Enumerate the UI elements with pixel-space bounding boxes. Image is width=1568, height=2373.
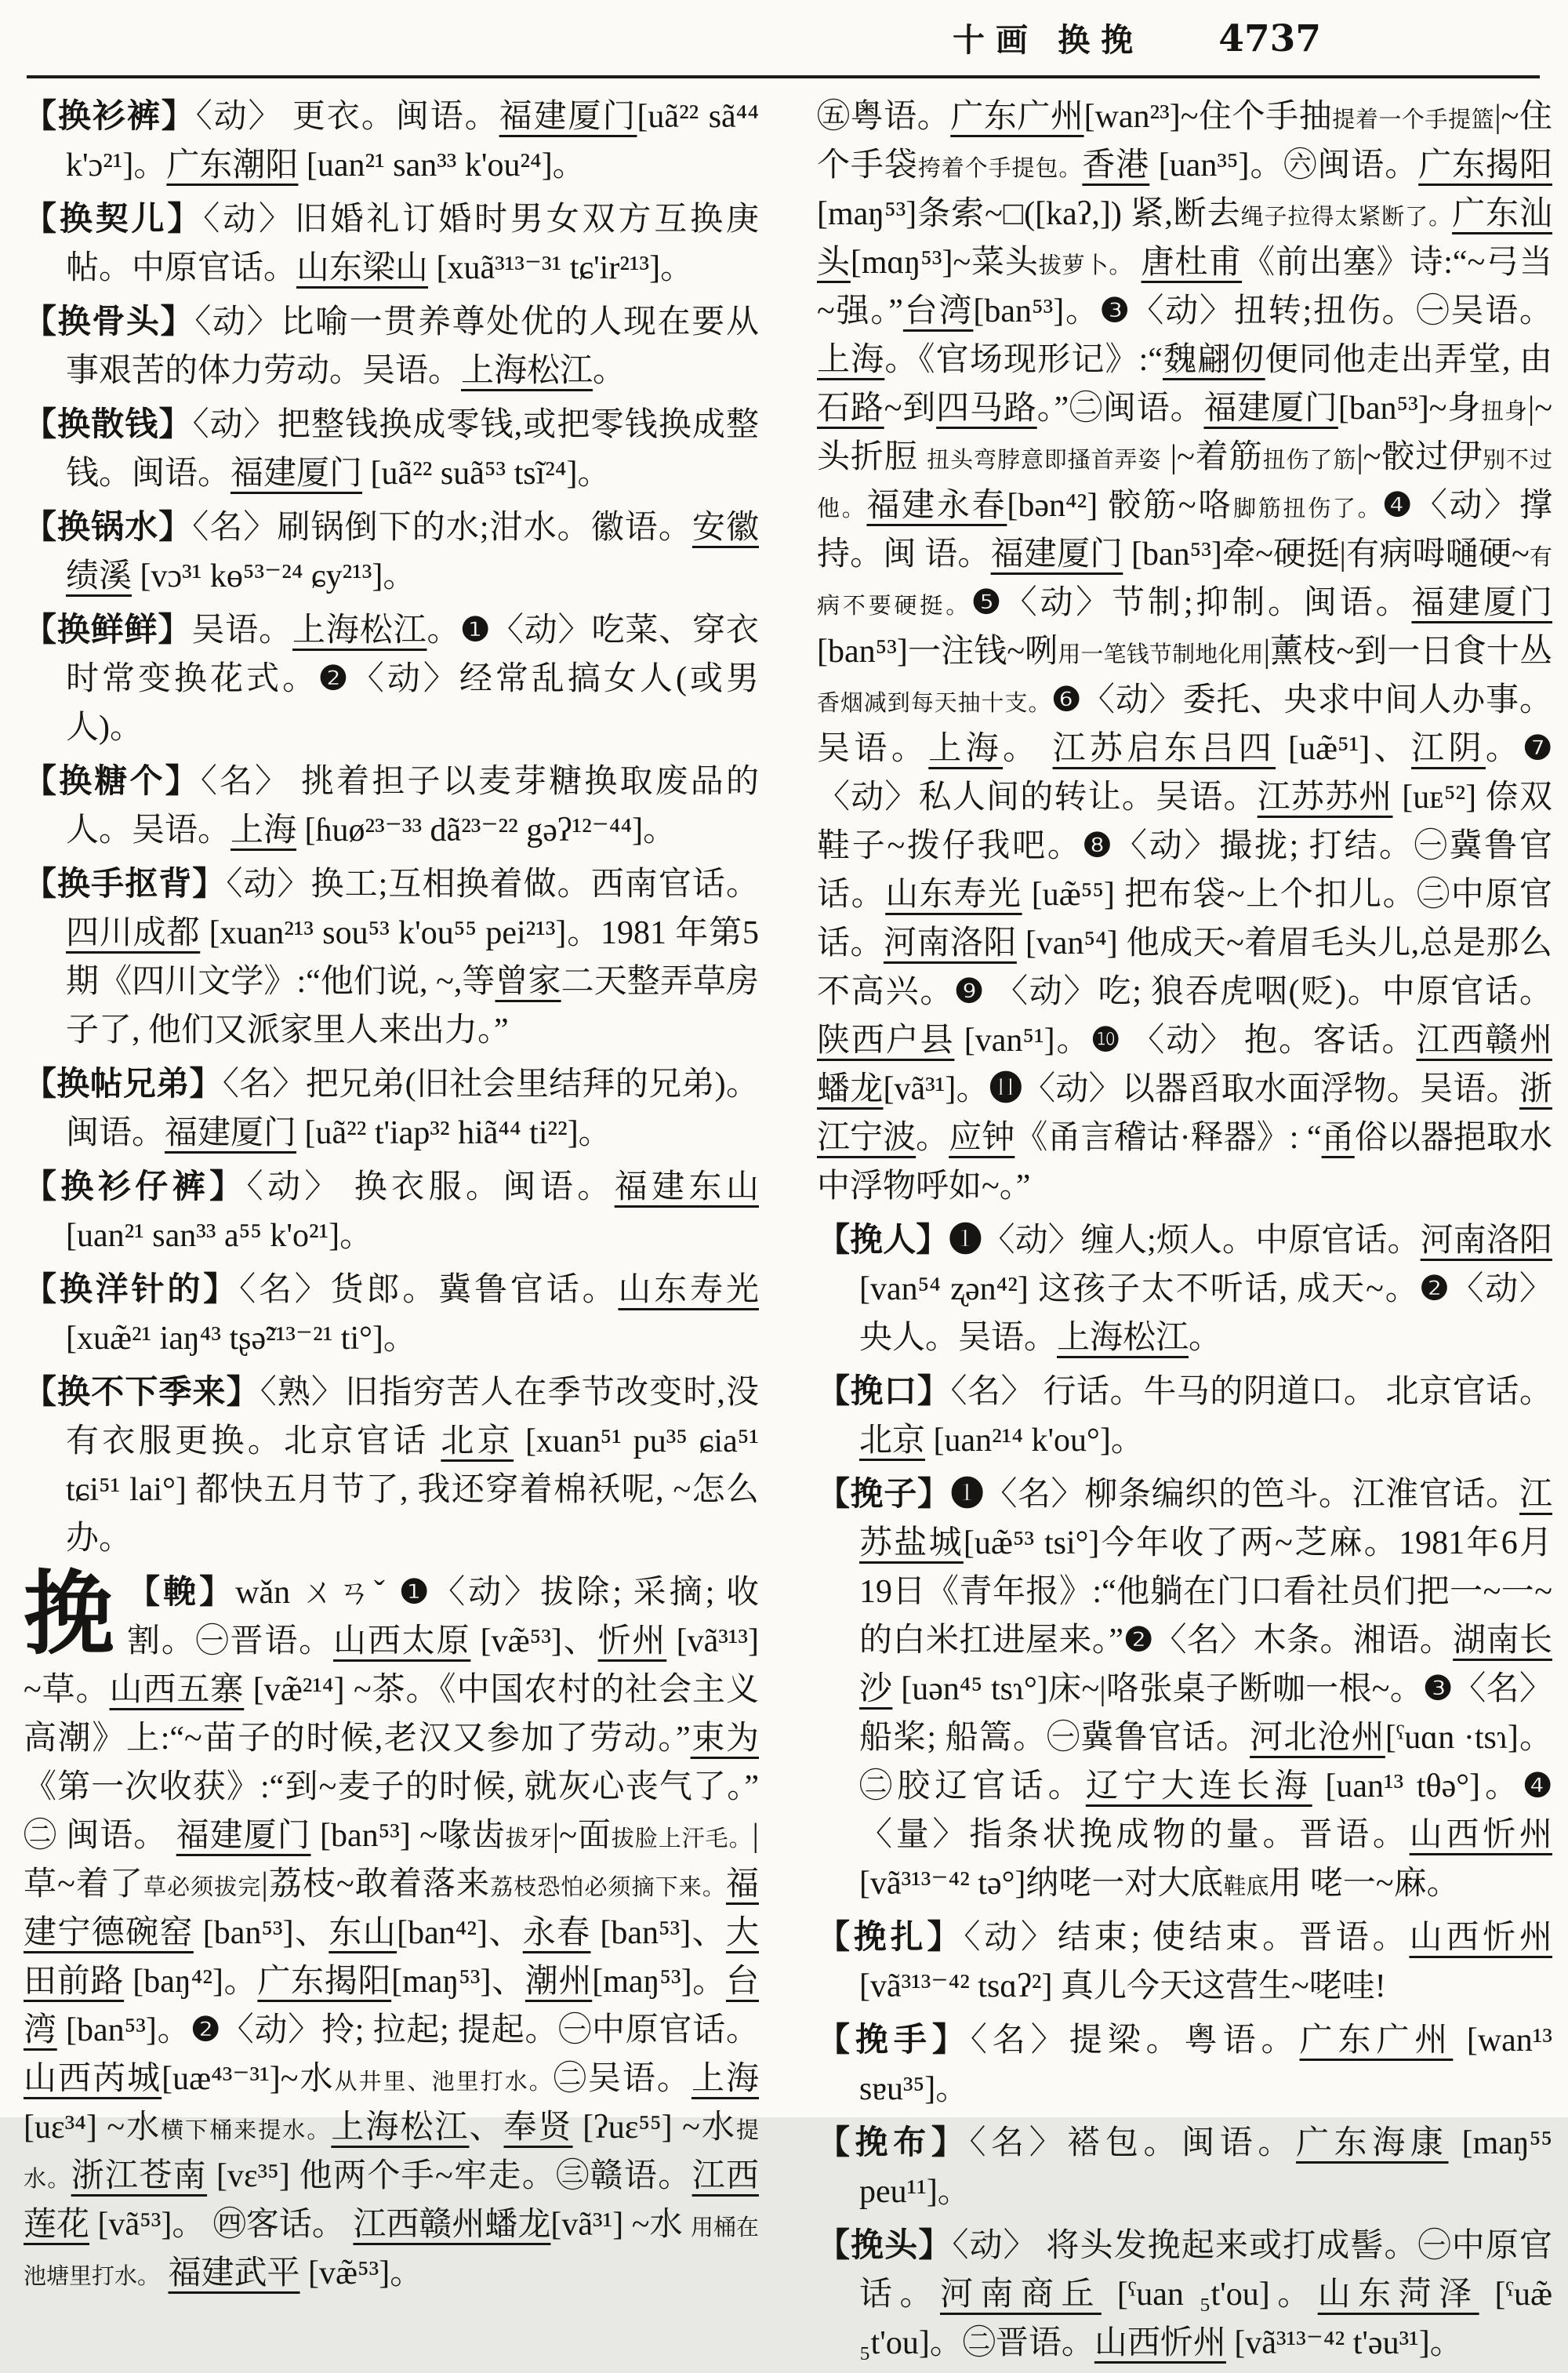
gloss-small: 提水。 (24, 2118, 759, 2192)
place-name: 河南商丘 (939, 2277, 1102, 2313)
place-name: 上海松江 (461, 353, 593, 389)
entry-text: 。”㊁闽语。 (1036, 391, 1204, 427)
dictionary-entry (24, 1266, 759, 1363)
place-name: 广东广州 (1299, 2022, 1454, 2059)
place-name: 广东揭阳 (257, 1964, 392, 2000)
place-name: 福建厦门 (499, 99, 637, 135)
entry-text: 〈名〉货郎。冀鲁官话。 (239, 1272, 619, 1308)
dictionary-entry (817, 93, 1552, 1211)
sense-number: ❾ (954, 974, 985, 1010)
entry-headword: 【换散钱】 (24, 407, 193, 443)
entry-text: 〈动〉比喻一贯养尊处优的人现在要从事艰苦的体力劳动。吴语。 (66, 304, 759, 389)
entry-text: [uan³⁵]。㊅闽语。 (1149, 147, 1419, 184)
place-name: 河北沧州 (1250, 1720, 1385, 1756)
entry-text: 俗以器挹取水中浮物呼如~。” (817, 1120, 1552, 1205)
entry-text: 〈动〉 抱。客话。 (1121, 1023, 1417, 1059)
entry-text: ㊄粤语。 (817, 99, 951, 135)
place-name: 广东广州 (950, 99, 1084, 135)
dictionary-entry (24, 860, 759, 1055)
place-name: 江西莲花 (24, 2158, 759, 2243)
place-name: 奉贤 (503, 2110, 573, 2146)
gloss-small: 拔牙 (505, 1826, 553, 1852)
entry-text: 。 (916, 1120, 949, 1156)
place-name: 广东潮阳 (166, 147, 299, 184)
entry-text: |~着筋 (1161, 439, 1263, 475)
entry-text: [van⁵⁴] 他成天~着眉毛头儿,总是那么不高兴。 (817, 925, 1552, 1010)
entry-text: 〈名〉木条。湘语。 (1153, 1623, 1454, 1659)
place-name: 忻州 (597, 1623, 667, 1659)
entry-text: [uæ̃⁵³ tsi°]今年收了两~芝麻。1981年6月19日《青年报》:“他躺在门口看社员们把一~一~的白米扛进屋来。” (859, 1525, 1552, 1659)
place-name: 山西忻州 (1409, 1817, 1552, 1853)
entry-text: ~到 (884, 391, 937, 427)
place-name: 福建厦门 (990, 536, 1123, 572)
sense-number: ❻ (1051, 682, 1082, 718)
section-title: 十画 换挽 (953, 22, 1145, 58)
place-name: 福建厦门 (1203, 391, 1338, 427)
place-name: 安徽绩溪 (66, 510, 759, 594)
dictionary-entry (817, 1368, 1552, 1465)
place-name: 广东海康 (1296, 2125, 1449, 2161)
place-name: 上海 (230, 812, 297, 849)
entry-text: 《前出塞》诗:“~弓当~强。” (817, 245, 1552, 329)
entry-text: [uã²² sã⁴⁴ k'ɔ²¹]。 (66, 99, 759, 184)
entry-text: 〈动〉央人。吴语。 (859, 1271, 1552, 1356)
entry-text: [uan¹³ tθə°]。 (1312, 1768, 1523, 1804)
entry-headword: 【换糖个】 (24, 764, 201, 800)
place-name: 福建宁德碗窑 (24, 1866, 759, 1951)
sense-number: ❸ (1423, 1671, 1454, 1707)
place-name: 甬 (1321, 1120, 1355, 1156)
entry-text: [vã³¹] ~水 (550, 2207, 691, 2243)
gloss-small: 扭伤了筋 (1262, 448, 1357, 473)
entry-text (1132, 245, 1141, 281)
entry-text: 〈动〉 更衣。闽语。 (195, 99, 499, 135)
gloss-small: 拔萝卜。 (1038, 253, 1133, 278)
place-name: 辽宁大连长海 (1085, 1768, 1312, 1804)
entry-text: [ban⁵³]、 (590, 1915, 726, 1951)
gloss-small: 从井里、池里打水。 (334, 2070, 554, 2095)
entry-text: |薰枝~到一日食十丛 (1263, 634, 1552, 670)
entry-text: [vã³¹]。 (883, 1071, 989, 1107)
sense-number: ❹ (1523, 1768, 1552, 1804)
entry-text: [uæ̃⁵⁵] 把布袋~上个扣儿。㊁中原官话。 (817, 877, 1552, 961)
entry-text: [uã²² suã⁵³ tsĩ²⁴]。 (362, 456, 611, 492)
gloss-small: 有病不要硬挺。 (817, 545, 1552, 619)
gloss-small: 横下桶来提水。 (161, 2118, 332, 2143)
place-name: 广东揭阳 (1418, 147, 1552, 184)
place-name: 江西赣州蟠龙 (353, 2207, 551, 2243)
place-name: 北京 (441, 1423, 514, 1459)
sense-number: ❷ (191, 2012, 221, 2048)
dictionary-entry (817, 2222, 1552, 2368)
place-name: 山西忻州 (1094, 2325, 1226, 2361)
entry-text: 〈名〉提梁。粤语。 (970, 2022, 1300, 2059)
place-name: 河南洛阳 (1420, 1223, 1552, 1259)
entry-headword: 【换洋针的】 (24, 1272, 240, 1308)
entry-text: [xuan⁵¹ pu³⁵ ɕia⁵¹ tɕi⁵¹ lai°] 都快五月节了, 我还穿着棉袄呢, ~怎么办。 (66, 1423, 759, 1557)
entry-text: 《甬言稽诂·释器》: “ (1014, 1120, 1322, 1156)
entry-text: 。 (426, 612, 461, 649)
entry-text: |~骹过伊 (1356, 439, 1483, 475)
sense-number: ❸ (1099, 293, 1131, 329)
entry-text: [vã³¹³⁻⁴² tsɑʔ²] 真儿今天这营生~咾哇! (859, 1968, 1386, 2004)
entry-text: [mɑŋ⁵³]~菜头 (850, 245, 1039, 281)
entry-text: [ban⁵³]牵~硬挺|有病呣嗵硬~ (1123, 536, 1530, 572)
entry-text: 〈名〉船桨; 船篙。㊀冀鲁官话。 (859, 1671, 1552, 1756)
place-name: 江苏启东吕四 (1052, 731, 1276, 767)
entry-text: [maŋ⁵⁵ peu¹¹]。 (859, 2125, 1552, 2210)
sense-number: ❷ (1123, 1623, 1154, 1659)
entry-headword: 【换骨头】 (24, 304, 195, 340)
entry-text: [xuan²¹³ sou⁵³ k'ou⁵⁵ pei²¹³]。1981 年第5期《四川文学》:“他们说, ~,等 (66, 915, 759, 1000)
place-name: 北京 (859, 1423, 926, 1459)
entry-text (160, 2255, 169, 2291)
place-name: 山东菏泽 (1317, 2277, 1479, 2313)
dictionary-entry (24, 93, 759, 190)
dictionary-entry (24, 401, 759, 498)
entry-text: 〈量〉指条状挽成物的量。晋语。 (859, 1817, 1410, 1853)
place-name: 福建厦门 (230, 456, 363, 492)
entry-text: [van⁵¹]。 (954, 1023, 1091, 1059)
entry-text: ㊁吴语。 (553, 2061, 691, 2097)
entry-text: [vɔ³¹ kɵ⁵³⁻²⁴ ɕy²¹³]。 (132, 558, 416, 594)
entry-text: 〈动〉扭转;扭伤。㊀吴语。 (1131, 293, 1552, 329)
entry-text: 〈动〉以器舀取水面浮物。吴语。 (1022, 1071, 1519, 1107)
entry-headword: 【换契儿】 (24, 202, 204, 238)
entry-text: [ban⁴²]、 (397, 1915, 523, 1951)
entry-headword: 【换锅水】 (24, 510, 193, 546)
entry-text: [maŋ⁵³]。 (592, 1964, 726, 2000)
sense-number: ❽ (1082, 828, 1114, 864)
entry-text: [vã³¹³⁻⁴² tə°]纳咾一对大底 (859, 1866, 1224, 1902)
entry-text: |~住个手袋 (817, 99, 1552, 184)
entry-headword: 【换鲜鲜】 (24, 612, 192, 649)
gloss-small: 脚筋扭伤了。 (1233, 496, 1383, 521)
entry-text: 吴语。 (191, 612, 292, 649)
gloss-small: 用一笔钱节制地化用 (1058, 642, 1264, 667)
sense-number: ⓫ (989, 1071, 1023, 1107)
entry-text: [wan²³]~住个手抽 (1083, 99, 1333, 135)
gloss-small: 扭头弯脖意即搔首弄姿 (927, 448, 1162, 473)
entry-text: 〈名〉把兄弟(旧社会里结拜的兄弟)。闽语。 (66, 1067, 759, 1151)
place-name: 山西五寨 (109, 1672, 245, 1708)
place-name: 四马路 (936, 391, 1037, 427)
entry-text: [ban⁵³]。 (973, 293, 1100, 329)
place-name: 唐杜甫 (1141, 245, 1243, 281)
place-name: 浙江苍南 (71, 2158, 208, 2194)
place-name: 山东寿光 (618, 1272, 759, 1308)
entry-text: [væ̃²¹⁴] ~茶。《中国农村的社会主义高潮》上:“~苗子的时候,老汉又参加了劳动。” (24, 1672, 759, 1757)
entry-text: 、 (469, 2110, 504, 2146)
sense-number: ❷ (318, 661, 351, 697)
entry-text: [ɦuø²³⁻³³ dã²³⁻²² gəʔ¹²⁻⁴⁴]。 (296, 812, 677, 849)
gloss-small: 用桶在池塘里打水。 (24, 2215, 759, 2289)
gloss-small: 草必须拔完 (143, 1875, 262, 1900)
entry-text: [uæ⁴³⁻³¹]~水 (162, 2061, 335, 2097)
entry-text: [maŋ⁵³]条索~□([kaʔ,]) 紧,断去 (817, 196, 1241, 232)
entry-text: 。 (1003, 731, 1053, 767)
dictionary-entry (817, 1470, 1552, 1908)
entry-headword: 【换衫仔裤】 (24, 1169, 247, 1205)
entry-headword: 【挽头】 (817, 2228, 953, 2264)
place-name: 湖南长沙 (859, 1623, 1552, 1707)
place-name: 福建东山 (614, 1169, 759, 1205)
place-name: 福建厦门 (176, 1818, 311, 1854)
entry-text: 〈动〉拔除; 采摘; 收割。㊀晋语。 (127, 1575, 759, 1659)
gloss-small: 绳子拉得太紧断了。 (1240, 205, 1453, 230)
entry-text: wǎn ㄨㄢˇ (235, 1575, 400, 1611)
entry-text: 〈名〉褡包。闽语。 (969, 2125, 1297, 2161)
entry-text: [bən⁴²] 骹筋~咯 (1007, 488, 1234, 524)
entry-text: [uan²¹ san³³ k'ou²⁴]。 (298, 147, 586, 184)
sense-number: ❶ (950, 1477, 985, 1513)
entry-text: [uɛ³⁴] ~水 (24, 2110, 162, 2146)
entry-text: 。《官场现形记》:“ (884, 342, 1163, 378)
entry-text: [vɛ³⁵] 他两个手~牢走。㊂赣语。 (207, 2158, 692, 2194)
dictionary-entry (24, 1060, 759, 1157)
entry-text: [ban⁵³]、 (193, 1915, 329, 1951)
page-header (953, 14, 1321, 60)
entry-text: [baŋ⁴²]。 (124, 1964, 258, 2000)
entry-headword: 【挽人】 (817, 1223, 949, 1259)
place-name: 潮州 (524, 1964, 593, 2000)
sense-number: ❶ (399, 1575, 433, 1611)
entry-text: [uan²¹⁴ k'ou°]。 (925, 1423, 1144, 1459)
entry-text: |草~着了 (24, 1818, 759, 1902)
place-name: 上海 (817, 342, 885, 378)
entry-text: 〈动〉 换衣服。闽语。 (246, 1169, 615, 1205)
dictionary-entry (24, 1368, 759, 1563)
entry-headword: 【挽子】 (817, 1477, 951, 1513)
header-rule (27, 75, 1540, 78)
entry-text: 便同他走出弄堂, 由 (1265, 342, 1552, 378)
entry-text: 〈动〉缠人;烦人。中原官话。 (982, 1223, 1421, 1259)
sense-number: ❿ (1091, 1023, 1122, 1059)
entry-headword: 【挽布】 (817, 2125, 970, 2161)
entry-text: 〈动〉经常乱搞女人(或男人)。 (66, 661, 759, 746)
entry-text: 《第一次收获》:“到~麦子的时候, 就灰心丧气了。” ㊁ 闽语。 (24, 1769, 759, 1854)
place-name: 上海松江 (1057, 1320, 1189, 1356)
entry-text: 。 (1485, 731, 1523, 767)
entry-text: 〈动〉换工;互相换着做。西南官话。 (226, 867, 759, 903)
dictionary-entry (817, 2016, 1552, 2113)
sense-number: ❼ (1523, 731, 1552, 767)
dictionary-entry (24, 758, 759, 855)
gloss-small: 荔枝恐怕必须摘下来。 (490, 1875, 726, 1900)
gloss-small: 扭身 (1481, 399, 1528, 424)
place-name: 上海 (691, 2061, 759, 2097)
entry-text: [væ̃⁵³]、 (470, 1623, 598, 1659)
place-name: 上海松江 (292, 612, 427, 649)
place-name: 广东汕头 (817, 196, 1552, 281)
entry-text: 用 咾一~麻。 (1269, 1866, 1460, 1902)
place-name: 台湾 (902, 293, 974, 329)
sense-number: ❺ (971, 585, 1004, 621)
entry-text: 〈动〉撮拢; 打结。㊀冀鲁官话。 (817, 828, 1552, 913)
sense-number: ❶ (460, 612, 491, 649)
entry-text: [ˁuæ̃ ₅t'ou]。㊁晋语。 (859, 2277, 1552, 2361)
place-name: 陕西户县 (817, 1023, 955, 1059)
place-name: 江苏盐城 (859, 1477, 1552, 1561)
dictionary-entry (24, 1565, 759, 2298)
entry-text: [xuæ̃²¹ iaŋ⁴³ tʂə̃²¹³⁻²¹ ti°]。 (66, 1321, 416, 1357)
entry-text: 〈动〉吃; 狼吞虎咽(贬)。中原官话。 (985, 974, 1552, 1010)
entry-text: [ban⁵³] ~喙齿 (310, 1818, 506, 1854)
entry-text: [uən⁴⁵ tsɿ°]床~|咯张桌子断咖一根~。 (892, 1671, 1424, 1707)
place-name: 香港 (1082, 147, 1150, 184)
entry-text: 〈名〉 行话。牛马的阴道口。 北京官话。 (950, 1374, 1552, 1410)
dictionary-entry (817, 1913, 1552, 2011)
entry-text: [ˁuan ₅t'ou]。 (1101, 2277, 1318, 2313)
entry-text: 〈熟〉旧指穷苦人在季节改变时,没有衣服更换。北京官话 (66, 1375, 759, 1459)
place-name: 山西太原 (333, 1623, 471, 1659)
dictionary-entry (24, 606, 759, 752)
entry-text: [væ̃⁵³]。 (299, 2255, 423, 2291)
entry-text: [maŋ⁵³]、 (391, 1964, 525, 2000)
place-name: 山西芮城 (24, 2061, 162, 2097)
place-name: 山东梁山 (296, 250, 429, 286)
place-name: 曾家 (495, 964, 561, 1000)
entry-text: 〈动〉节制;抑制。闽语。 (1004, 585, 1412, 621)
gloss-small: 拔脸上汗毛。 (611, 1826, 753, 1852)
entry-text: [van⁵⁴ ʐən⁴²] 这孩子太不听话, 成天~。 (859, 1271, 1420, 1307)
gloss-small: 别不过他。 (817, 448, 1552, 521)
place-name: 浙江宁波 (817, 1071, 1552, 1156)
gloss-small: 鞋底 (1223, 1874, 1269, 1899)
entry-text: [uã²² t'iap³² hiã⁴⁴ ti²²]。 (296, 1115, 612, 1151)
dictionary-entry (24, 195, 759, 293)
entry-text: 〈动〉拎; 拉起; 提起。㊀中原官话。 (220, 2012, 759, 2048)
place-name: 魏翩仞 (1162, 342, 1265, 378)
entry-text: [uæ̃⁵¹]、 (1276, 731, 1412, 767)
place-name: 大田前路 (24, 1915, 759, 2000)
sense-number: ❷ (1419, 1271, 1451, 1307)
place-name: 山东寿光 (885, 877, 1022, 913)
entry-headword: 【挽扎】 (817, 1920, 964, 1956)
entry-text: [ban⁵³]~身 (1338, 391, 1482, 427)
sense-number: ❹ (1382, 488, 1414, 524)
place-name: 江西赣州蟠龙 (817, 1023, 1552, 1107)
dictionary-entry (24, 503, 759, 601)
entry-text: [vã³¹³⁻⁴² t'əu³¹]。 (1225, 2325, 1463, 2361)
dictionary-entry (24, 1163, 759, 1260)
entry-text: [wan¹³ sɐu³⁵]。 (859, 2022, 1552, 2107)
dictionary-entry (817, 2119, 1552, 2216)
place-name: 福建永春 (866, 488, 1007, 524)
entry-headword: 【輓】 (127, 1575, 236, 1611)
entry-text: 〈动〉旧婚礼订婚时男女双方互换庚帖。中原官话。 (66, 202, 759, 286)
place-name: 福建武平 (168, 2255, 300, 2291)
entry-text: |~面 (552, 1818, 612, 1854)
place-name: 福建厦门 (1411, 585, 1552, 621)
entry-text: 〈动〉把整钱换成零钱,或把零钱换成整钱。闽语。 (66, 407, 759, 492)
place-name: 应钟 (949, 1120, 1015, 1156)
place-name: 河南洛阳 (883, 925, 1017, 961)
entry-text: 二天整弄草房子了, 他们又派家里人来出力。” (66, 964, 759, 1048)
entry-text: |荔枝~敢着落来 (261, 1866, 491, 1902)
entry-text: [ban⁵³]一注钱~咧 (817, 634, 1058, 670)
entry-big-character: 挽 (24, 1565, 114, 1666)
place-name: 江阴 (1411, 731, 1486, 767)
right-column (817, 93, 1552, 2373)
entry-headword: 【换衫裤】 (24, 99, 196, 135)
entry-text: 〈名〉刷锅倒下的水;泔水。徽语。 (192, 510, 692, 546)
place-name: 东山 (328, 1915, 397, 1951)
left-column (24, 93, 759, 2303)
entry-headword: 【换不下季来】 (24, 1375, 260, 1411)
entry-text: |~头折脰 (817, 391, 1552, 475)
entry-text: 〈动〉结束; 使结束。晋语。 (964, 1920, 1410, 1956)
entry-text: [ban⁵³]。 (56, 2012, 191, 2048)
entry-text: 。 (1189, 1320, 1222, 1356)
entry-headword: 【挽口】 (817, 1374, 951, 1410)
entry-text: [uᴇ⁵²] 倷双鞋子~拨仔我吧。 (817, 779, 1552, 864)
page-number: 4737 (1218, 17, 1322, 60)
place-name: 石路 (817, 391, 884, 427)
entry-text: 〈动〉撑持。闽 语。 (817, 488, 1552, 572)
place-name: 四川成都 (66, 915, 201, 951)
entry-text: 〈动〉私人间的转让。吴语。 (817, 779, 1258, 816)
entry-headword: 【换手抠背】 (24, 867, 227, 903)
dictionary-entry (817, 1216, 1552, 1362)
dictionary-entry (24, 298, 759, 395)
entry-text: 〈名〉 挑着担子以麦芽糖换取废品的人。吴语。 (66, 764, 759, 849)
place-name: 永春 (522, 1915, 591, 1951)
entry-text: 〈名〉柳条编织的笆斗。江淮官话。 (984, 1477, 1519, 1513)
entry-text: [vã⁵³]。 ㊃客话。 (89, 2207, 354, 2243)
entry-text: 〈动〉委托、央求中间人办事。吴语。 (817, 682, 1552, 767)
gloss-small: 提着一个手提篮 (1332, 107, 1495, 133)
entry-headword: 【挽手】 (817, 2022, 971, 2059)
place-name: 江苏苏州 (1257, 779, 1393, 816)
place-name: 山西忻州 (1409, 1920, 1552, 1956)
entry-text: [uan²¹ san³³ a⁵⁵ k'o²¹]。 (66, 1218, 373, 1254)
gloss-small: 香烟减到每天抽十支。 (817, 691, 1052, 716)
place-name: 福建厦门 (165, 1115, 297, 1151)
gloss-small: 挎着个手提包。 (917, 156, 1083, 181)
sense-number: ❶ (949, 1223, 982, 1259)
entry-text: 〈动〉吃菜、穿衣时常变换花式。 (66, 612, 759, 697)
entry-text: 〈动〉 将头发挽起来或打成髻。㊀中原官话。 (859, 2228, 1552, 2313)
entry-text: [ʔuɛ⁵⁵] ~水 (572, 2110, 736, 2146)
place-name: 台湾 (24, 1964, 759, 2048)
place-name: 上海 (928, 731, 1004, 767)
entry-text: [vã³¹³] ~草。 (24, 1623, 759, 1708)
entry-headword: 【换帖兄弟】 (24, 1067, 223, 1103)
place-name: 束为 (690, 1721, 759, 1757)
entry-text: [ˁuɑn ·tsɿ]。㊁胶辽官话。 (859, 1720, 1552, 1804)
entry-text: 。 (593, 353, 626, 389)
entry-text: [xuã³¹³⁻³¹ tɕ'ir²¹³]。 (428, 250, 694, 286)
place-name: 上海松江 (331, 2110, 470, 2146)
